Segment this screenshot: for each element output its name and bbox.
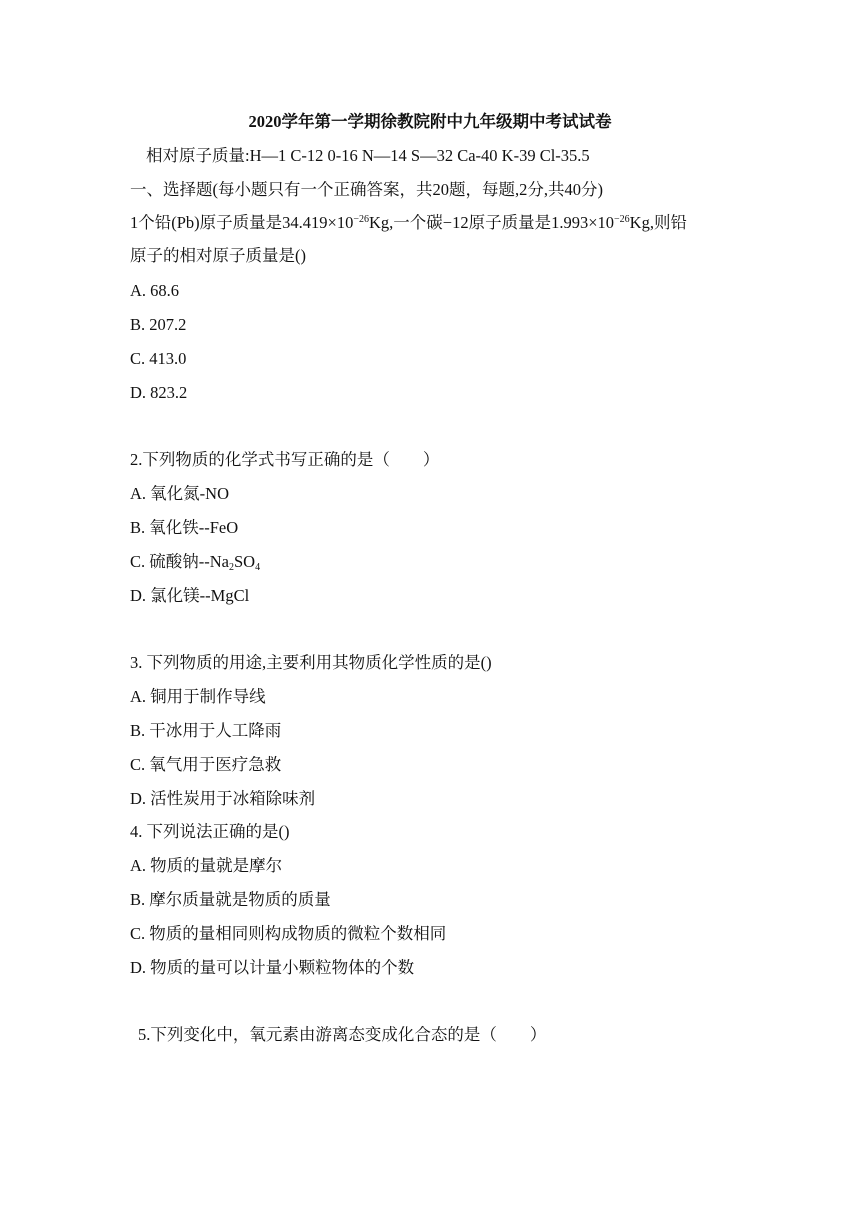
question-5-stem: 5.下列变化中，氧元素由游离态变成化合态的是（ ） xyxy=(138,1025,547,1044)
q4-option-a: A. 物质的量就是摩尔 xyxy=(130,856,283,875)
q2-option-b: B. 氧化铁--FeO xyxy=(130,518,239,537)
q1-text-part3: Kg,则铅 xyxy=(629,213,687,232)
question-3-stem: 3. 下列物质的用途,主要利用其物质化学性质的是() xyxy=(130,653,492,672)
q4-option-b: B. 摩尔质量就是物质的质量 xyxy=(130,890,331,909)
q3-option-c: C. 氧气用于医疗急救 xyxy=(130,755,282,774)
q3-option-a: A. 铜用于制作导线 xyxy=(130,687,266,706)
q2-option-c-text: C. 硫酸钠--Na xyxy=(130,552,229,571)
q1-option-d: D. 823.2 xyxy=(130,383,188,402)
q2-option-c xyxy=(130,552,260,572)
q2-option-d: D. 氯化镁--MgCl xyxy=(130,586,250,605)
question-1-stem xyxy=(130,213,687,233)
q4-option-c: C. 物质的量相同则构成物质的微粒个数相同 xyxy=(130,924,447,943)
q1-option-a: A. 68.6 xyxy=(130,281,180,300)
question-1-stem-continued: 原子的相对原子质量是() xyxy=(130,246,306,265)
q3-option-b: B. 干冰用于人工降雨 xyxy=(130,721,282,740)
q2-subscript-2: 4 xyxy=(255,562,261,573)
question-4-stem: 4. 下列说法正确的是() xyxy=(130,822,290,841)
atomic-masses: 相对原子质量:H—1 C-12 0-16 N—14 S—32 Ca-40 K-39 Cl-35.5 xyxy=(146,146,590,165)
q2-subscript-1: 2 xyxy=(228,562,234,573)
q3-option-d: D. 活性炭用于冰箱除味剂 xyxy=(130,789,316,808)
q2-option-a: A. 氧化氮-NO xyxy=(130,484,229,503)
q1-text-part2: Kg,一个碳−12原子质量是1.993×10 xyxy=(369,213,615,232)
q1-exponent1: −26 xyxy=(353,214,369,225)
q1-exponent2: −26 xyxy=(614,214,630,225)
page-title: 2020学年第一学期徐教院附中九年级期中考试试卷 xyxy=(248,112,612,131)
q1-option-b: B. 207.2 xyxy=(130,315,187,334)
q1-text-part1: 1个铅(Pb)原子质量是34.419×10 xyxy=(130,213,354,232)
q1-option-c: C. 413.0 xyxy=(130,349,187,368)
question-2-stem: 2.下列物质的化学式书写正确的是（ ） xyxy=(130,450,440,469)
q4-option-d: D. 物质的量可以计量小颗粒物体的个数 xyxy=(130,958,415,977)
section-heading: 一、选择题(每小题只有一个正确答案，共20题，每题,2分,共40分) xyxy=(130,180,603,199)
q2-option-c-formula: SO xyxy=(233,552,256,571)
